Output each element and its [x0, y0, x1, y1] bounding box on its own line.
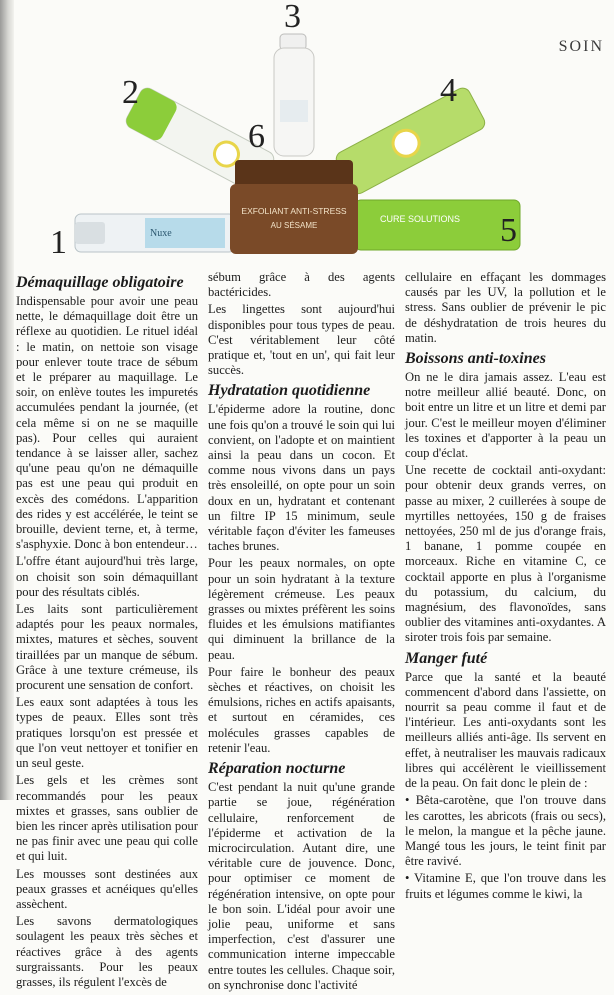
page-gutter-shadow [0, 0, 14, 800]
paragraph: Les mousses sont destinées aux peaux grasses et acnéiques qu'elles assèchent. [16, 866, 198, 911]
paragraph: Les lingettes sont aujourd'hui disponibles pour tous types de peau. C'est véritablement leur côté pratique et, 'tout en un', qui fait leur succès. [208, 302, 395, 378]
column-3 [405, 270, 606, 904]
jar-label: EXFOLIANT ANTI-STRESS [241, 206, 347, 216]
list-item: • Bêta-carotène, que l'on trouve dans les carottes, les abricots (frais ou secs), le melon, la mangue et la pêche jaune. Mangé tous les jours, le teint finit par être ravivé. [405, 793, 606, 869]
list-item: • Vitamine E, que l'on trouve dans les fruits et légumes comme le kiwi, la [405, 871, 606, 901]
paragraph: Une recette de cocktail anti-oxydant: pour obtenir deux grands verres, on passe au mixer, 2 cuillerées à soupe de myrtilles nettoyées, 150 g de fraises nettoyées, 250 ml de jus d'orange frais, 1 banane, 1 pomme coupée en morceaux. Riche en vitamine C, ce cocktail apporte en plus à l'organisme du potassium, du calcium, du magnésium, des flavonoïdes, sans oublier des vitamines anti-oxydantes. A siroter trois fois par semaine. [405, 463, 606, 645]
paragraph: Les gels et les crèmes sont recommandés pour les peaux mixtes et grasses, sans oublier de bien les rincer après utilisation pour ne pas finir avec une peau qui colle et qui luit. [16, 773, 198, 864]
callout-number-2: 2 [122, 74, 139, 111]
paragraph: Les laits sont particulièrement adaptés pour les peaux normales, mixtes, matures et sèches, souvent tiraillées par un manque de sébum. Grâce à une texture crémeuse, ils procurent une sensation de confort. [16, 602, 198, 693]
heading-boissons: Boissons anti-toxines [405, 350, 546, 368]
product-tube-1 [75, 214, 235, 252]
products-illustration [30, 0, 614, 265]
paragraph: C'est pendant la nuit qu'une grande partie se joue, régénération cellulaire, renforcement de l'épiderme et activation de la microcirculation. Autant dire, une véritable cure de jouvence. Donc, pour optimiser ce moment de régénération intensive, on opte pour le bon soin. L'idéal pour avoir une jolie peau, uniforme et sans imperfection, c'est d'assurer une communication interne impeccable entre toutes les cellules. Chaque soir, on synchronise donc l'activité [208, 780, 395, 992]
callout-number-4: 4 [440, 72, 457, 109]
product-tube-5-label: CURE SOLUTIONS [380, 214, 461, 224]
product-tube-1-label: Nuxe [150, 228, 172, 239]
product-jar [230, 160, 358, 254]
callout-number-1: 1 [50, 224, 67, 261]
jar-sublabel: AU SÉSAME [270, 221, 318, 230]
paragraph: Parce que la santé et la beauté commencent d'abord dans l'assiette, on nourrit sa peau comme il faut et de l'intérieur. Les anti-oxydants sont les meilleurs alliés anti-âge. Ils servent en effet, à neutraliser les mauvais radicaux libres qui accélèrent le vieillissement de la peau. On fait donc le plein de : [405, 669, 606, 791]
paragraph: On ne le dira jamais assez. L'eau est notre meilleur allié beauté. Donc, on boit entre un litre et un litre et demi par jour. C'est le meilleur moyen d'éliminer les toxines et d'apporter à la peau un coup d'éclat. [405, 370, 606, 461]
article-body [14, 270, 610, 992]
paragraph: Les eaux sont adaptées à tous les types de peaux. Elles sont très pratiques lorsqu'on est pressée et que l'on veut nettoyer et tonifier en un seul geste. [16, 695, 198, 771]
paragraph: Pour les peaux normales, on opte pour un soin hydratant à la texture légèrement crémeuse. Les peaux grasses ou mixtes préfèrent les soins fluides et les émulsions matifiantes qui diminuent la brillance de la peau. [208, 556, 395, 662]
paragraph: Pour faire le bonheur des peaux sèches et réactives, on choisit les émulsions, riches en actifs apaisants, et surtout en céramides, ces molécules grasses capables de retenir l'eau. [208, 664, 395, 755]
callout-number-3: 3 [284, 0, 301, 35]
callout-number-6: 6 [248, 118, 265, 155]
column-1 [16, 270, 198, 992]
section-label: SOIN [558, 38, 604, 55]
heading-demaquillage: Démaquillage obligatoire [16, 274, 184, 291]
product-photo [30, 0, 614, 265]
callout-number-5: 5 [500, 212, 517, 249]
column-2 [208, 270, 395, 995]
heading-manger: Manger futé [405, 649, 488, 667]
paragraph: Les savons dermatologiques soulagent les peaux très sèches et réactives grâce à des agents surgraissants. Pour les peaux grasses, ils régulent l'excès de [16, 914, 198, 989]
product-tube-4 [333, 85, 487, 196]
heading-hydratation: Hydratation quotidienne [208, 382, 371, 400]
heading-reparation: Réparation nocturne [208, 760, 346, 778]
paragraph: cellulaire en effaçant les dommages causés par les UV, la pollution et le stress. Sans oublier de prévenir le pic de déshydratation de trois heures du matin. [405, 270, 606, 345]
product-pump-bottle [274, 34, 314, 156]
paragraph: Indispensable pour avoir une peau nette, le démaquillage doit être un réflexe au quotidien. Le rituel idéal : le matin, on nettoie son visage pour enlever toute trace de sébum et le préparer au maquillage. Le soir, on enlève toutes les impuretés accumulées pendant la journée, (et cela même si on ne se maquille pas). Pour celles qui auraient tendance à se laisser aller, sachez qu'une peau qu'on ne démaquille pas est une peau qui produit en excès des comédons. L'apparition des rides y est accélérée, le teint se brouille, devient terne, et, à terme, s'asphyxie. Donc à bon entendeur… [16, 294, 198, 552]
product-tube-5 [355, 200, 520, 250]
paragraph: L'offre étant aujourd'hui très large, on choisit son soin démaquillant pour des résultats ciblés. [16, 554, 198, 599]
paragraph: L'épiderme adore la routine, donc une fois qu'on a trouvé le soin qui lui convient, on l'adopte et on maintient ainsi la peau dans un cocon. Et comme nous vivons dans un pays très ensoleillé, on opte pour un soin doux en un, hydratant et contenant un filtre IP 15 minimum, seule véritable façon d'éviter les fameuses taches brunes. [208, 402, 395, 554]
paragraph: sébum grâce à des agents bactéricides. [208, 270, 395, 300]
